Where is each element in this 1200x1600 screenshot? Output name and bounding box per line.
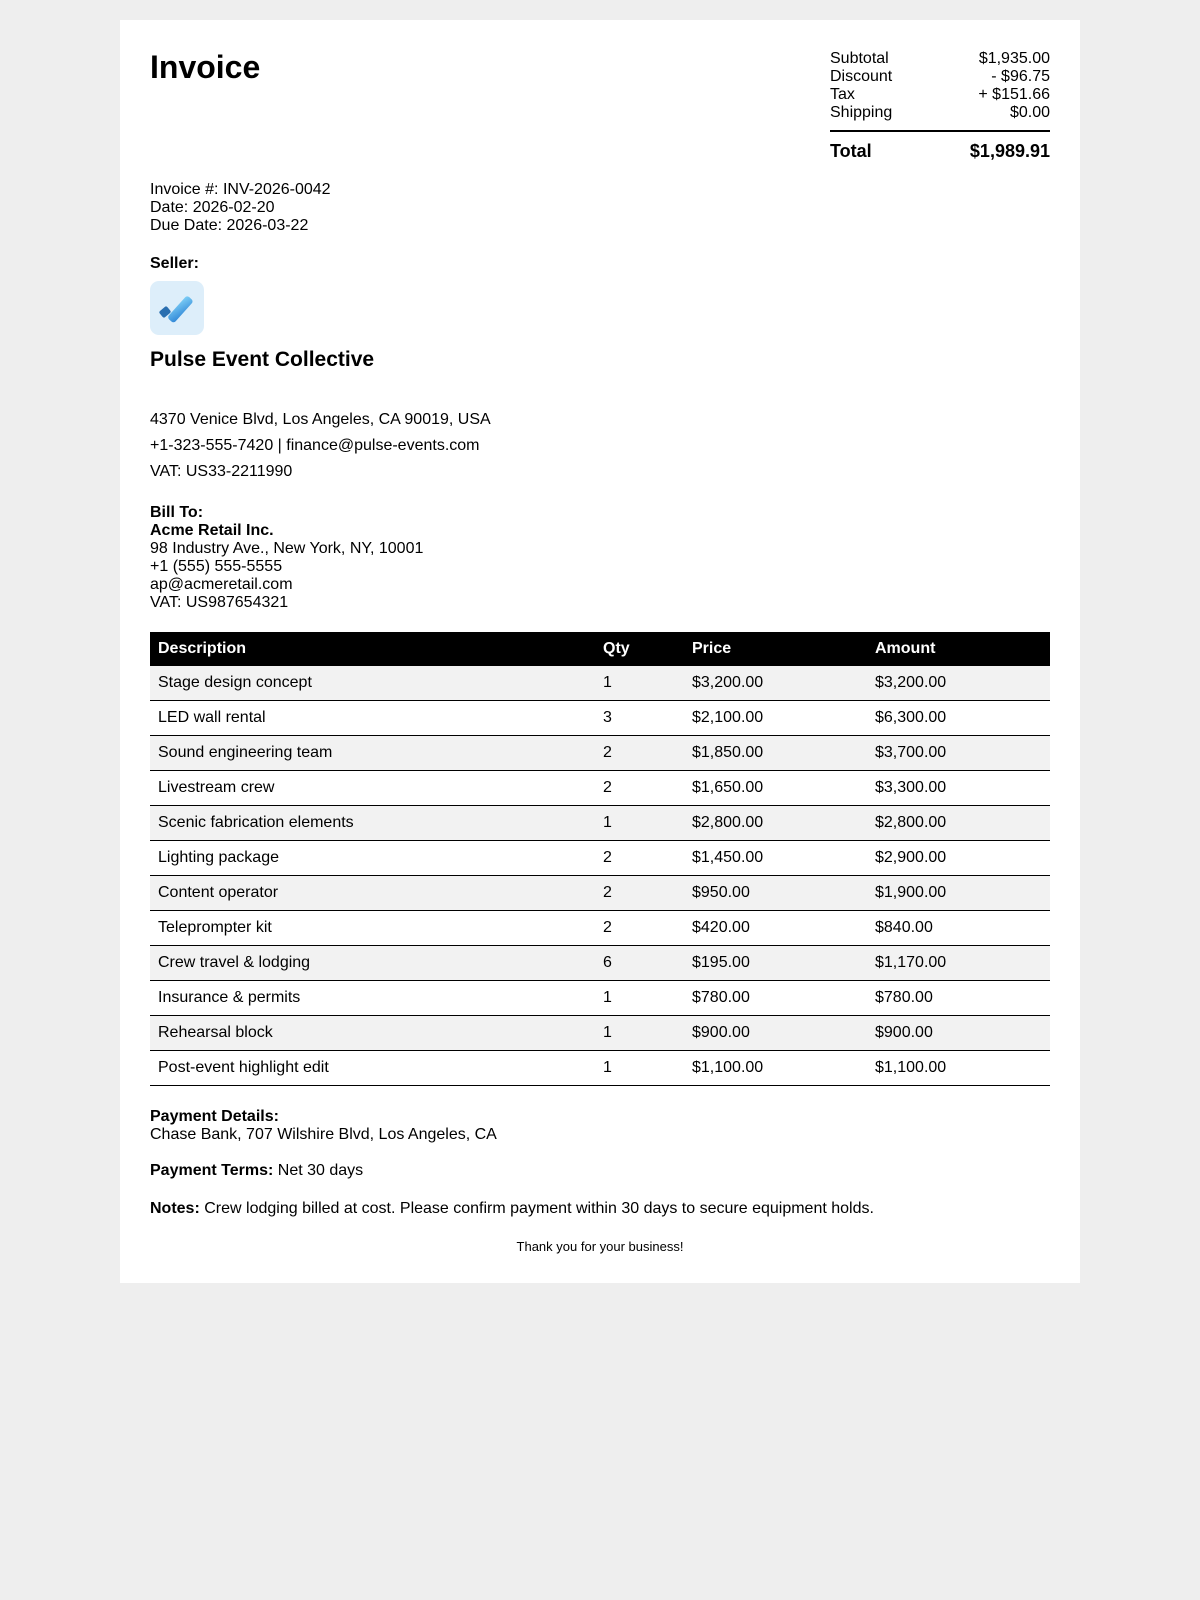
table-row — [150, 736, 1050, 771]
shipping-label: Shipping — [830, 104, 893, 121]
shipping-value: $0.00 — [1009, 104, 1050, 121]
payment-details-label: Payment Details: — [150, 1108, 279, 1125]
cell-qty: 1 — [595, 1051, 684, 1086]
invoice-title: Invoice — [150, 49, 261, 85]
cell-qty: 6 — [595, 946, 684, 981]
discount-label: Discount — [830, 68, 893, 85]
cell-price: $1,450.00 — [684, 841, 867, 876]
cell-qty: 2 — [595, 771, 684, 806]
cell-amount: $1,100.00 — [867, 1051, 1050, 1086]
cell-description: Stage design concept — [150, 666, 595, 701]
subtotal-value: $1,935.00 — [978, 50, 1050, 67]
bill-to-address: 98 Industry Ave., New York, NY, 10001 — [150, 540, 424, 557]
subtotal-row — [830, 50, 1050, 68]
table-row — [150, 806, 1050, 841]
cell-qty: 1 — [595, 981, 684, 1016]
table-row — [150, 981, 1050, 1016]
shipping-row — [830, 104, 1050, 122]
payment-details-value: Chase Bank, 707 Wilshire Blvd, Los Angeles, CA — [150, 1126, 497, 1143]
cell-qty: 1 — [595, 666, 684, 701]
cell-amount: $1,170.00 — [867, 946, 1050, 981]
seller-address: 4370 Venice Blvd, Los Angeles, CA 90019, USA — [150, 411, 491, 428]
cell-description: Insurance & permits — [150, 981, 595, 1016]
bill-to-vat: VAT: US987654321 — [150, 594, 289, 611]
line-items-table — [150, 632, 1050, 1086]
invoice-date-value: 2026-02-20 — [192, 199, 275, 216]
cell-description: Content operator — [150, 876, 595, 911]
subtotal-label: Subtotal — [830, 50, 889, 67]
bill-to — [150, 504, 423, 612]
header-amount: Amount — [867, 632, 1050, 666]
cell-price: $900.00 — [684, 1016, 867, 1051]
payment-terms-label: Payment Terms: — [150, 1162, 274, 1179]
cell-amount: $840.00 — [867, 911, 1050, 946]
invoice-number-value: INV-2026-0042 — [222, 181, 331, 198]
cell-description: LED wall rental — [150, 701, 595, 736]
notes-label: Notes: — [150, 1200, 200, 1217]
discount-row — [830, 68, 1050, 86]
cell-amount: $2,900.00 — [867, 841, 1050, 876]
cell-amount: $780.00 — [867, 981, 1050, 1016]
cell-price: $950.00 — [684, 876, 867, 911]
due-date-value: 2026-03-22 — [226, 217, 309, 234]
table-row — [150, 1051, 1050, 1086]
notes-value: Crew lodging billed at cost. Please confirm payment within 30 days to secure equipment holds. — [204, 1200, 874, 1217]
bill-to-label: Bill To: — [150, 504, 204, 521]
table-row — [150, 1016, 1050, 1051]
cell-amount: $3,300.00 — [867, 771, 1050, 806]
cell-description: Lighting package — [150, 841, 595, 876]
notes — [150, 1200, 874, 1218]
seller-info — [150, 407, 491, 485]
cell-description: Livestream crew — [150, 771, 595, 806]
cell-amount: $2,800.00 — [867, 806, 1050, 841]
cell-price: $195.00 — [684, 946, 867, 981]
cell-amount: $6,300.00 — [867, 701, 1050, 736]
table-row — [150, 946, 1050, 981]
cell-amount: $3,700.00 — [867, 736, 1050, 771]
tax-row — [830, 86, 1050, 104]
invoice-number-label: Invoice #: — [150, 181, 219, 198]
cell-qty: 1 — [595, 806, 684, 841]
table-row — [150, 701, 1050, 736]
cell-price: $2,100.00 — [684, 701, 867, 736]
invoice-date-label: Date: — [150, 199, 189, 216]
seller-contact: +1-323-555-7420 | finance@pulse-events.com — [150, 437, 480, 454]
payment-terms — [150, 1162, 363, 1180]
table-row — [150, 666, 1050, 701]
cell-amount: $3,200.00 — [867, 666, 1050, 701]
header-description: Description — [150, 632, 595, 666]
tax-label: Tax — [830, 86, 855, 103]
table-row — [150, 771, 1050, 806]
invoice-meta — [150, 181, 331, 235]
due-date-label: Due Date: — [150, 217, 223, 234]
cell-price: $1,100.00 — [684, 1051, 867, 1086]
payment-terms-value: Net 30 days — [277, 1162, 364, 1179]
seller-label: Seller: — [150, 255, 199, 272]
total-label: Total — [830, 141, 872, 161]
cell-description: Rehearsal block — [150, 1016, 595, 1051]
invoice-page — [120, 20, 1080, 1283]
thank-you-note: Thank you for your business! — [516, 1239, 684, 1254]
cell-qty: 2 — [595, 736, 684, 771]
cell-qty: 1 — [595, 1016, 684, 1051]
cell-qty: 2 — [595, 841, 684, 876]
table-row — [150, 911, 1050, 946]
cell-description: Sound engineering team — [150, 736, 595, 771]
cell-price: $780.00 — [684, 981, 867, 1016]
cell-price: $1,850.00 — [684, 736, 867, 771]
cell-price: $3,200.00 — [684, 666, 867, 701]
bill-to-name: Acme Retail Inc. — [150, 522, 274, 539]
cell-qty: 3 — [595, 701, 684, 736]
checkmark-logo-icon — [150, 281, 204, 335]
seller-vat: VAT: US33-2211990 — [150, 463, 293, 480]
cell-amount: $1,900.00 — [867, 876, 1050, 911]
invoice-number — [150, 181, 331, 199]
invoice-due-date — [150, 217, 331, 235]
table-row — [150, 841, 1050, 876]
header-price: Price — [684, 632, 867, 666]
cell-qty: 2 — [595, 911, 684, 946]
payment-details — [150, 1108, 497, 1144]
cell-amount: $900.00 — [867, 1016, 1050, 1051]
seller-name: Pulse Event Collective — [150, 348, 375, 371]
totals-summary — [830, 50, 1050, 161]
cell-price: $420.00 — [684, 911, 867, 946]
cell-description: Scenic fabrication elements — [150, 806, 595, 841]
total-row — [830, 141, 1050, 161]
invoice-date — [150, 199, 331, 217]
bill-to-email: ap@acmeretail.com — [150, 576, 293, 593]
cell-qty: 2 — [595, 876, 684, 911]
cell-description: Post-event highlight edit — [150, 1051, 595, 1086]
bill-to-phone: +1 (555) 555-5555 — [150, 558, 283, 575]
header-qty: Qty — [595, 632, 684, 666]
cell-price: $1,650.00 — [684, 771, 867, 806]
cell-description: Crew travel & lodging — [150, 946, 595, 981]
table-header-row — [150, 632, 1050, 666]
tax-value: + $151.66 — [978, 86, 1050, 103]
total-value: $1,989.91 — [969, 141, 1050, 161]
table-row — [150, 876, 1050, 911]
totals-divider — [830, 130, 1050, 132]
discount-value: - $96.75 — [991, 68, 1050, 85]
cell-description: Teleprompter kit — [150, 911, 595, 946]
cell-price: $2,800.00 — [684, 806, 867, 841]
